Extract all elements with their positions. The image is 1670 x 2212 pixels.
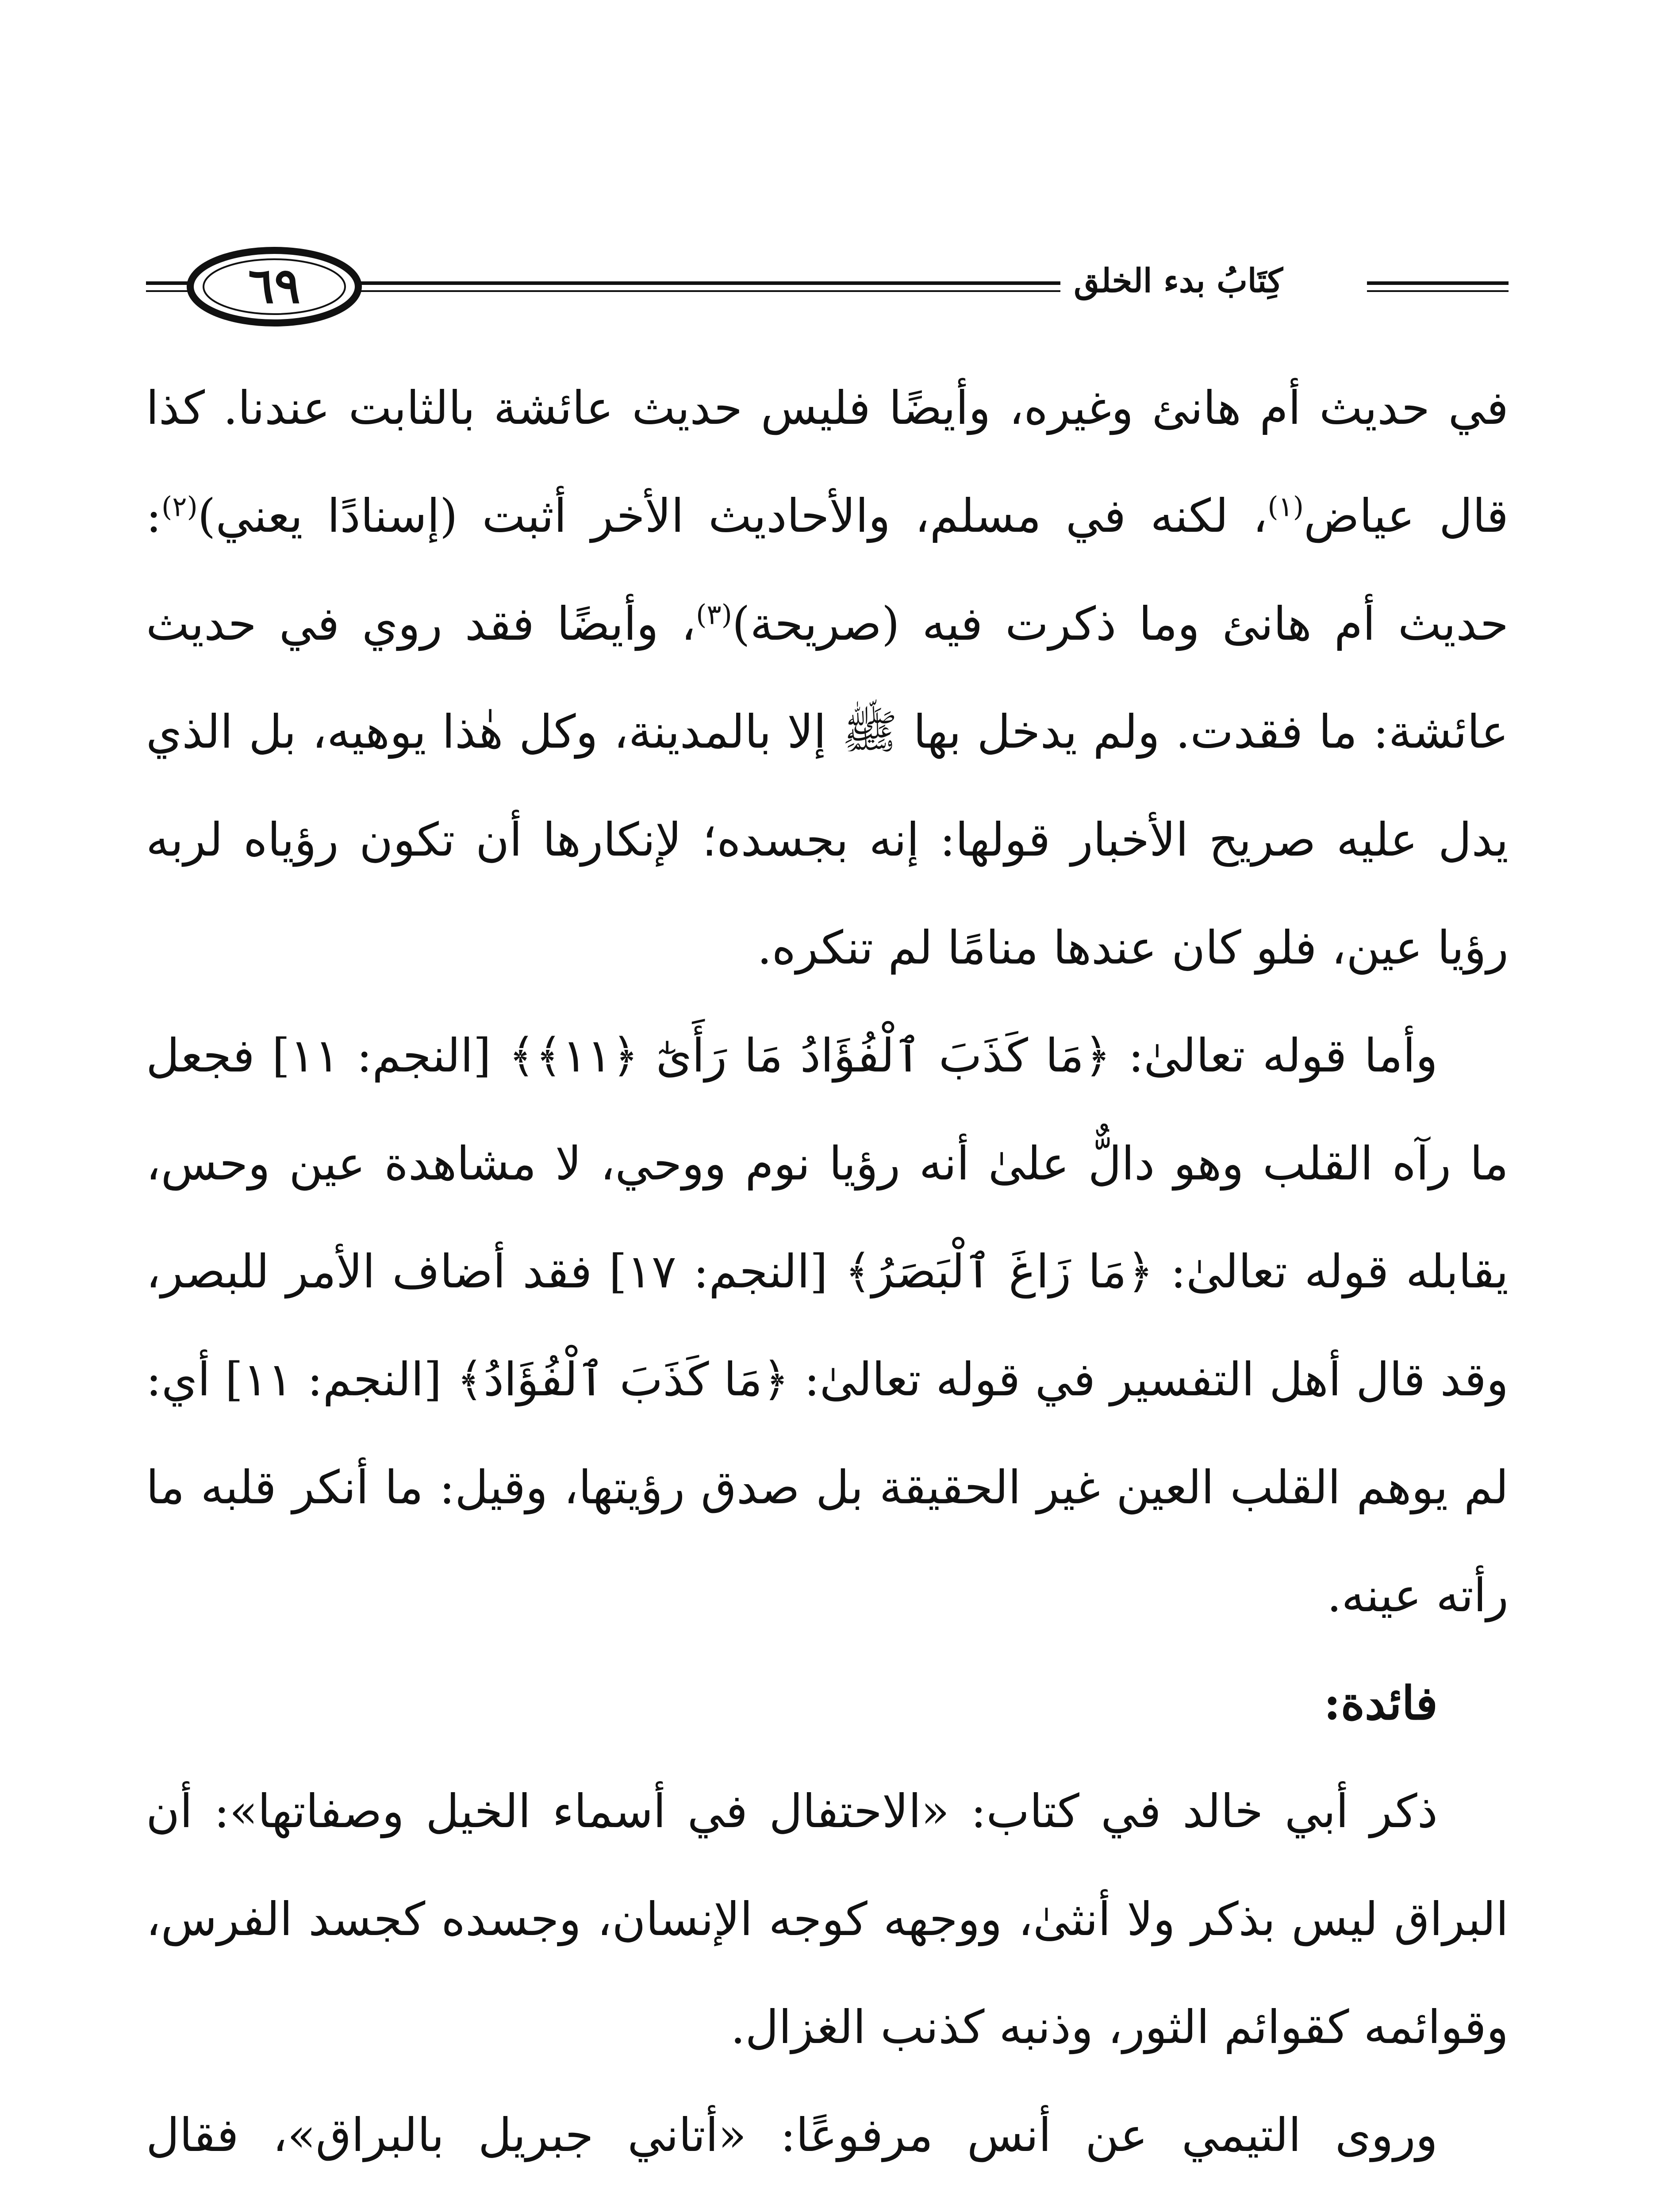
footnote-ref-1: (١) [1267,490,1304,523]
paragraph-1-text-a: في حديث أم هانئ وغيره، وأيضًا فليس حديث عائشة بالثابت عندنا. كذا قال عياض [146,381,1509,543]
header-title: كِتَابُ بدء الخلق [1060,262,1296,300]
page-number: ٦٩ [248,257,301,314]
paragraph-4 [146,2081,1509,2212]
paragraph-1-text-c: : حديث أم هانئ وما ذكرت فيه (صريحة) [146,489,1509,651]
paragraph-1-text-d: ، وأيضًا فقد روي في حديث عائشة: ما فقدت. ولم يدخل بها ﷺ إلا بالمدينة، وكل هٰذا يوهيه، بل الذي يدل عليه صريح الأخبار قولها: إنه بجسده؛ لإنكارها أن تكون رؤياه لربه رؤيا عين، فلو كان عندها منامًا لم تنكره. [146,597,1509,975]
footnote-ref-3: (٣) [696,598,732,631]
section-heading: فائدة: [1324,1676,1438,1730]
paragraph-3: ذكر أبي خالد في كتاب: «الاحتفال في أسماء الخيل وصفاتها»: أن البراق ليس بذكر ولا أنثىٰ، ووجهه كوجه الإنسان، وجسده كجسد الفرس، وقوائمه كقوائم الثور، وذنبه كذنب الغزال. [146,1784,1509,2054]
running-header [146,239,1509,336]
paragraph-1 [146,354,1509,1002]
footnote-ref-2: (٢) [161,490,198,523]
paragraph-1-text-b: ، لكنه في مسلم، والأحاديث الأخر أثبت (إسنادًا يعني) [197,489,1268,543]
header-rule-ornament [146,239,1509,336]
paragraph-4-text: وروى التيمي عن أنس مرفوعًا: «أتاني جبريل بالبراق»، فقال [146,2108,1438,2162]
paragraph-2: وأما قوله تعالىٰ: ﴿مَا كَذَبَ ٱلْفُؤَادُ مَا رَأَىٰٓ ﴿١١﴾﴾ [النجم: ١١] فجعل ما رآه القلب وهو دالٌّ علىٰ أنه رؤيا نوم ووحي، لا مشاهدة عين وحس، يقابله قوله تعالىٰ: ﴿مَا زَاغَ ٱلْبَصَرُ﴾ [النجم: ١٧] فقد أضاف الأمر للبصر، وقد قال أهل التفسير في قوله تعالىٰ: ﴿مَا كَذَبَ ٱلْفُؤَادُ﴾ [النجم: ١١] أي: لم يوهم القلب العين غير الحقيقة بل صدق رؤيتها، وقيل: ما أنكر قلبه ما رأته عينه. [146,1029,1509,1622]
main-text [146,354,1509,2212]
